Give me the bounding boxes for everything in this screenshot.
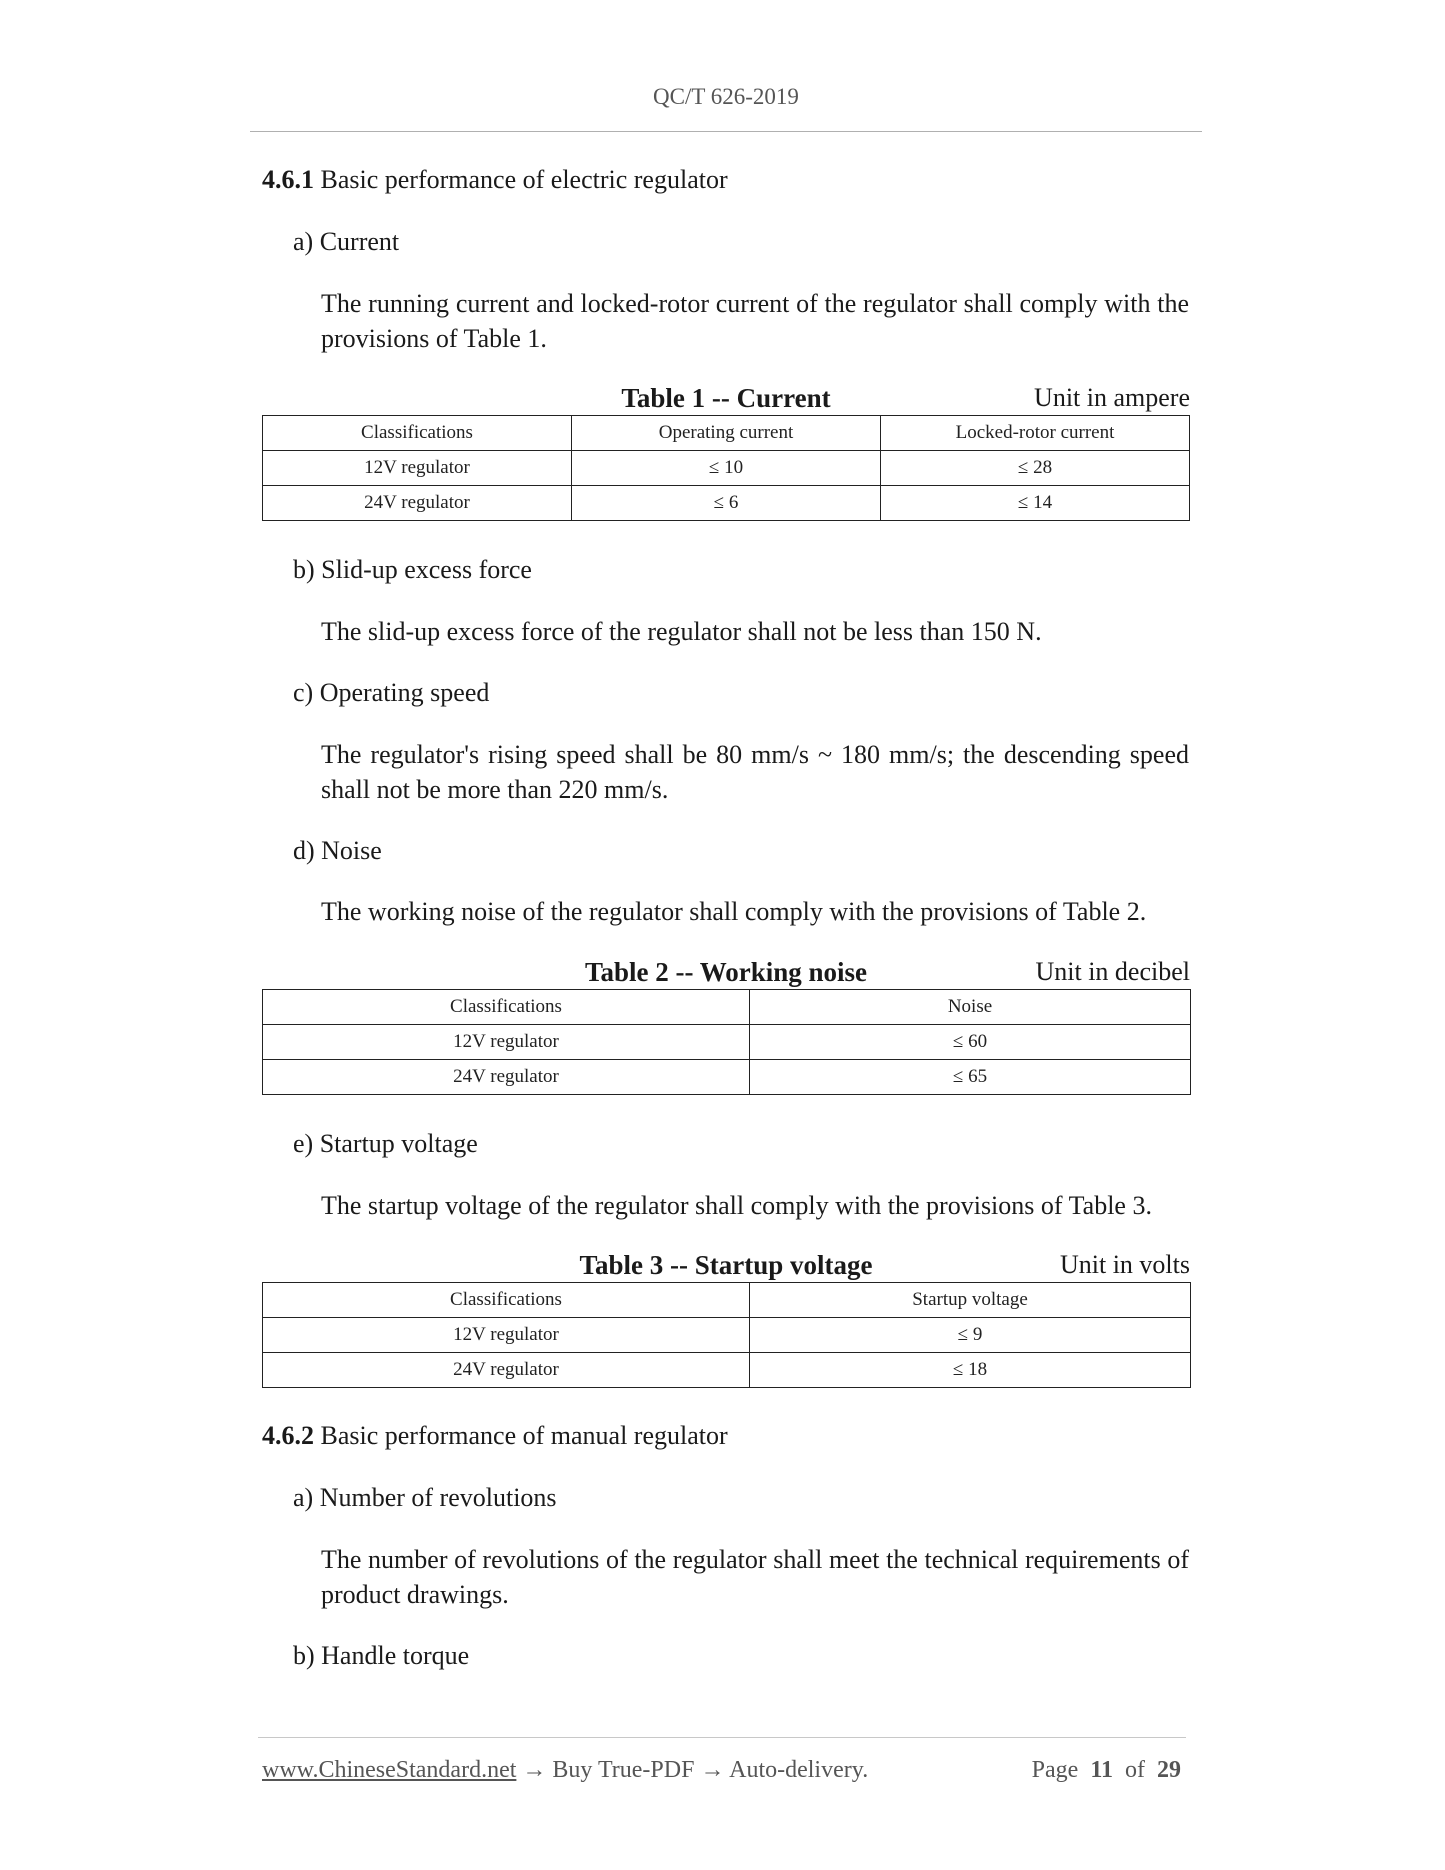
table-cell: 12V regulator [263,1318,750,1353]
item-label-current: a) Current [293,227,400,256]
table-cell: ≤ 9 [750,1318,1191,1353]
table-row [263,451,1190,486]
header-divider [250,131,1202,132]
document-header: QC/T 626-2019 [653,84,799,109]
website-link[interactable]: www.ChineseStandard.net [262,1757,517,1783]
paragraph-noise: The working noise of the regulator shall comply with the provisions of Table 2. [321,897,1147,926]
section-number: 4.6.1 [262,165,314,194]
table2-title: Table 2 -- Working noise [584,957,868,987]
table-cell: 24V regulator [263,1060,750,1095]
item-label-slid-up-force: b) Slid-up excess force [293,555,532,584]
table-header-row [263,416,1190,451]
table-header-cell: Classifications [263,416,572,451]
table-cell: 24V regulator [263,486,572,521]
page-of-label: of [1125,1757,1145,1783]
section-title: Basic performance of manual regulator [314,1421,728,1450]
table-cell: ≤ 10 [572,451,881,486]
table-header-cell: Operating current [572,416,881,451]
table-row [263,486,1190,521]
table1-title: Table 1 -- Current [621,383,831,413]
table-header-row [263,990,1191,1025]
table-row [263,1318,1191,1353]
table-cell: ≤ 18 [750,1353,1191,1388]
paragraph-slid-up-force: The slid-up excess force of the regulator shall not be less than 150 N. [321,617,1042,646]
table2-caption [262,956,1190,988]
table2-unit: Unit in decibel [1035,957,1190,986]
item-label-noise: d) Noise [293,836,382,865]
item-label-handle-torque: b) Handle torque [293,1641,470,1670]
paragraph-current: The running current and locked-rotor current of the regulator shall comply with the provisions of Table 1. [321,289,1189,353]
table-cell: 12V regulator [263,1025,750,1060]
table-header-cell: Startup voltage [750,1283,1191,1318]
table-row [263,1060,1191,1095]
table-cell: ≤ 60 [750,1025,1191,1060]
footer-tagline: → Buy True-PDF → Auto-delivery. [516,1757,869,1783]
table3-unit: Unit in volts [1059,1250,1190,1279]
table1-current [262,415,1190,521]
item-label-startup-voltage: e) Startup voltage [293,1129,478,1158]
table-cell: ≤ 6 [572,486,881,521]
table-header-row [263,1283,1191,1318]
table-header-cell: Noise [750,990,1191,1025]
table-header-cell: Classifications [263,1283,750,1318]
table-cell: ≤ 28 [881,451,1190,486]
page-total: 29 [1157,1757,1181,1783]
item-label-revolutions: a) Number of revolutions [293,1483,557,1512]
table-cell: 12V regulator [263,451,572,486]
page-current: 11 [1090,1757,1113,1783]
item-label-operating-speed: c) Operating speed [293,678,490,707]
table-cell: ≤ 65 [750,1060,1191,1095]
section-heading-4-6-2 [262,1418,728,1453]
table3-startup-voltage [262,1282,1191,1388]
paragraph-startup-voltage: The startup voltage of the regulator shall comply with the provisions of Table 3. [321,1191,1152,1220]
table2-working-noise [262,989,1191,1095]
footer-divider [258,1737,1186,1738]
table1-caption [262,382,1190,414]
table-header-cell: Classifications [263,990,750,1025]
table1-unit: Unit in ampere [1034,383,1190,412]
section-title: Basic performance of electric regulator [314,165,728,194]
page-indicator [1032,1755,1181,1785]
section-number: 4.6.2 [262,1421,314,1450]
table3-title: Table 3 -- Startup voltage [579,1250,873,1280]
table-cell: 24V regulator [263,1353,750,1388]
paragraph-revolutions: The number of revolutions of the regulator shall meet the technical requirements of product drawings. [321,1545,1189,1609]
paragraph-operating-speed: The regulator's rising speed shall be 80 mm/s ~ 180 mm/s; the descending speed shall not be more than 220 mm/s. [321,740,1189,804]
page-label: Page [1031,1757,1079,1783]
footer-promo [262,1755,868,1785]
table-header-cell: Locked-rotor current [881,416,1190,451]
section-heading-4-6-1 [262,162,728,197]
table-cell: ≤ 14 [881,486,1190,521]
table-row [263,1025,1191,1060]
table-row [263,1353,1191,1388]
table3-caption [262,1249,1190,1281]
